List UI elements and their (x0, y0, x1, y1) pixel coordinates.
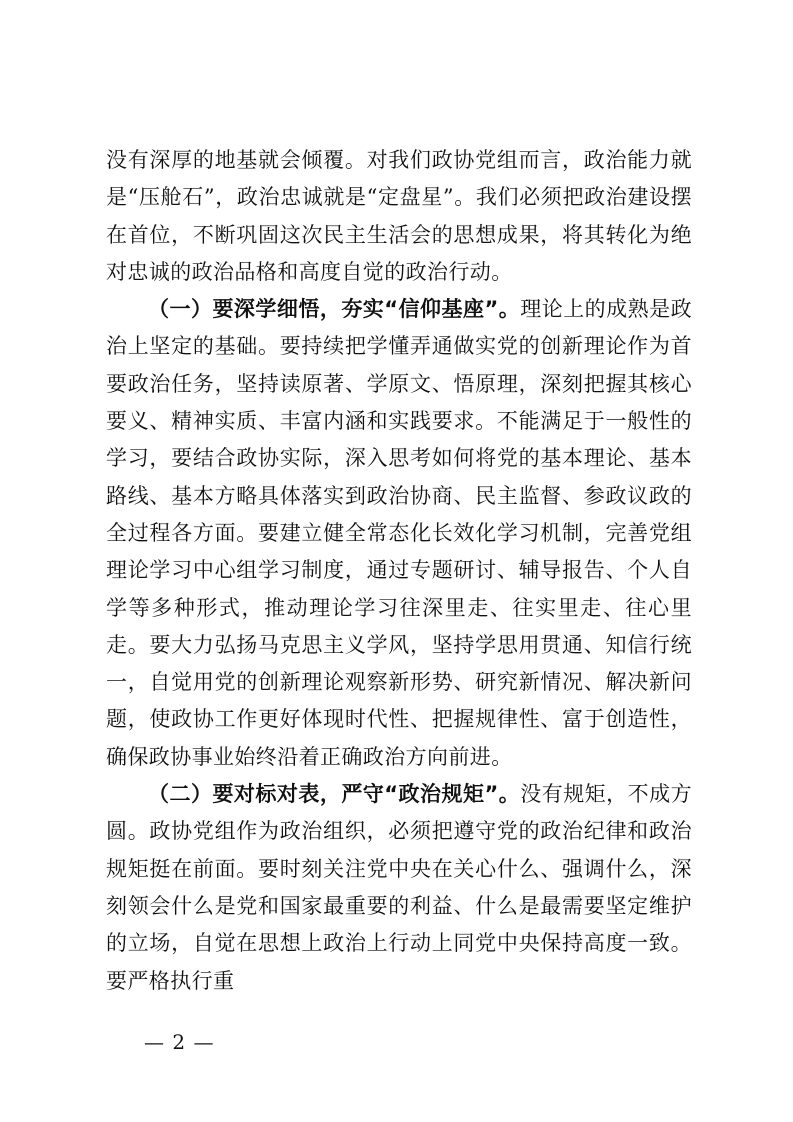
section-1-heading: （一）要深学细悟，夯实“信仰基座”。 (148, 297, 521, 322)
page-number: — 2 — (144, 1030, 215, 1054)
section-2-text: 没有规矩，不成方圆。政协党组作为政治组织，必须把遵守党的政治纪律和政治规矩挺在前面。要时刻关注党中央在关心什么、强调什么，深刻领会什么是党和国家最重要的利益、什么是最需要坚定维护的立场，自觉在思想上政治上行动上同党中央保持高度一致。要严格执行重 (106, 782, 692, 993)
paragraph-section-1 (106, 291, 692, 776)
paragraph-intro-text: 没有深厚的地基就会倾覆。对我们政协党组而言，政治能力就是“压舱石”，政治忠诚就是“定盘星”。我们必须把政治建设摆在首位，不断巩固这次民主生活会的思想成果，将其转化为绝对忠诚的政治品格和高度自觉的政治行动。 (106, 148, 692, 284)
section-2-heading: （二）要对标对表，严守“政治规矩”。 (148, 782, 521, 807)
body-text (106, 142, 692, 1000)
paragraph-intro (106, 142, 692, 291)
paragraph-section-2 (106, 776, 692, 1000)
section-1-text: 理论上的成熟是政治上坚定的基础。要持续把学懂弄通做实党的创新理论作为首要政治任务，坚持读原著、学原文、悟原理，深刻把握其核心要义、精神实质、丰富内涵和实践要求。不能满足于一般性的学习，要结合政协实际，深入思考如何将党的基本理论、基本路线、基本方略具体落实到政治协商、民主监督、参政议政的全过程各方面。要建立健全常态化长效化学习机制，完善党组理论学习中心组学习制度，通过专题研讨、辅导报告、个人自学等多种形式，推动理论学习往深里走、往实里走、往心里走。要大力弘扬马克思主义学风，坚持学思用贯通、知信行统一，自觉用党的创新理论观察新形势、研究新情况、解决新问题，使政协工作更好体现时代性、把握规律性、富于创造性，确保政协事业始终沿着正确政治方向前进。 (106, 297, 692, 769)
